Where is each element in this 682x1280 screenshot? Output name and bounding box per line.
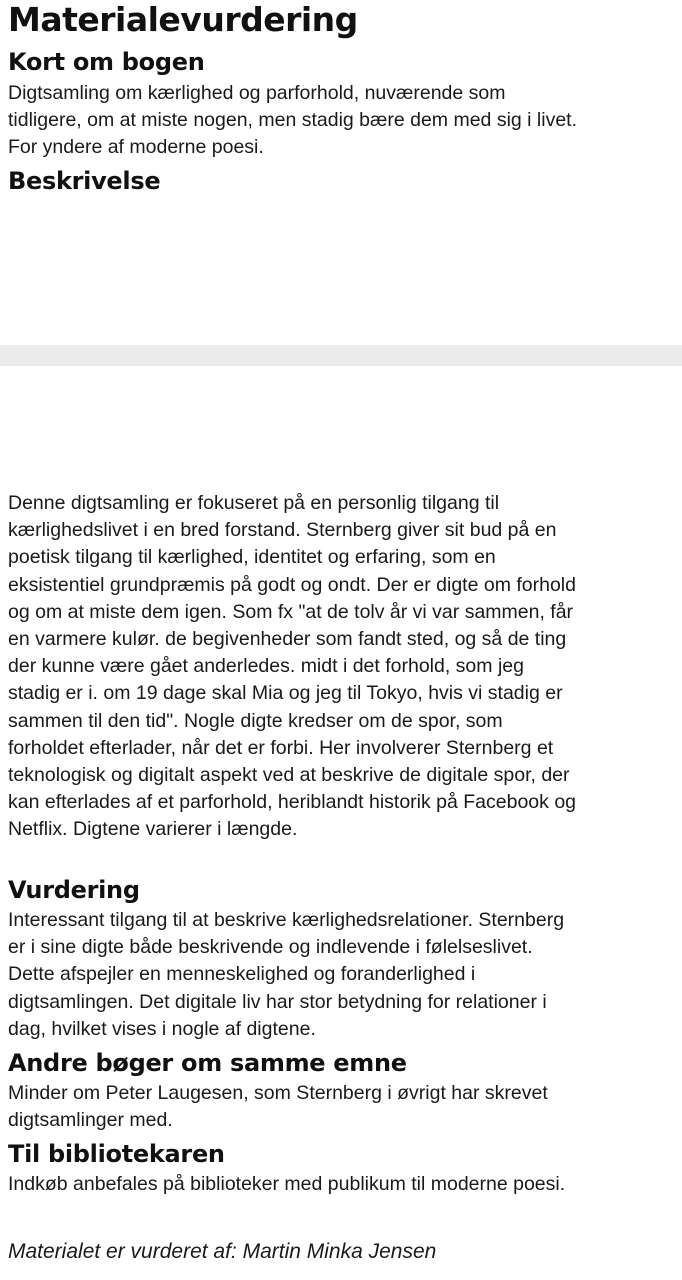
byline-block: [8, 1238, 578, 1266]
section-vurdering: [8, 875, 578, 1043]
reviewer-byline: Materialet er vurderet af: Martin Minka Jensen: [8, 1240, 437, 1263]
page-title: Materialevurdering: [8, 0, 358, 39]
content-divider-band: [0, 345, 682, 366]
section-heading-til-bibliotekaren: Til bibliotekaren: [8, 1140, 225, 1168]
section-heading-kort-om-bogen: Kort om bogen: [8, 48, 205, 76]
section-text-andre-boeger: Minder om Peter Laugesen, som Sternberg i øvrigt har skrevet digtsamlinger med.: [8, 1082, 548, 1132]
section-heading-beskrivelse: Beskrivelse: [8, 167, 161, 195]
section-text-til-bibliotekaren: Indkøb anbefales på biblioteker med publikum til moderne poesi.: [8, 1173, 566, 1195]
section-til-bibliotekaren: [8, 1139, 578, 1198]
section-text-beskrivelse: Denne digtsamling er fokuseret på en personlig tilgang til kærlighedslivet i en bred forstand. Sternberg giver sit bud på en poetisk tilgang til kærlighed, identitet og erfaring, som en eksistentiel grundpræmis på godt og ondt. Der er digte om forhold og om at miste dem igen. Som fx "at de tolv år vi var sammen, får en varmere kulør. de begivenheder som fandt sted, og så de ting der kunne være gået anderledes. midt i det forhold, som jeg stadig er i. om 19 dage skal Mia og jeg til Tokyo, hvis vi stadig er sammen til den tid". Nogle digte kredser om de spor, som forholdet efterlader, når det er forbi. Her involverer Sternberg et teknologisk og digitalt aspekt ved at beskrive de digitale spor, der kan efterlades af et parforhold, heriblandt historik på Facebook og Netflix. Digtene varierer i længde.: [8, 492, 577, 841]
section-heading-andre-boeger: Andre bøger om samme emne: [8, 1049, 407, 1077]
section-text-vurdering: Interessant tilgang til at beskrive kærlighedsrelationer. Sternberg er i sine digte både beskrivende og indlevende i følelseslivet. Dette afspejler en menneskelighed og foranderlighed i digtsamlingen. Det digitale liv har stor betydning for relationer i dag, hvilket vises i nogle af digtene.: [8, 909, 565, 1040]
section-heading-vurdering: Vurdering: [8, 876, 140, 904]
section-kort-om-bogen: [8, 47, 578, 162]
section-andre-boeger: [8, 1048, 578, 1134]
section-beskrivelse-heading-block: [8, 166, 578, 196]
section-text-kort-om-bogen: Digtsamling om kærlighed og parforhold, nuværende som tidligere, om at miste nogen, men stadig bære dem med sig i livet. For yndere af moderne poesi.: [8, 82, 578, 159]
section-beskrivelse: [8, 490, 578, 844]
header-block: [8, 0, 578, 40]
